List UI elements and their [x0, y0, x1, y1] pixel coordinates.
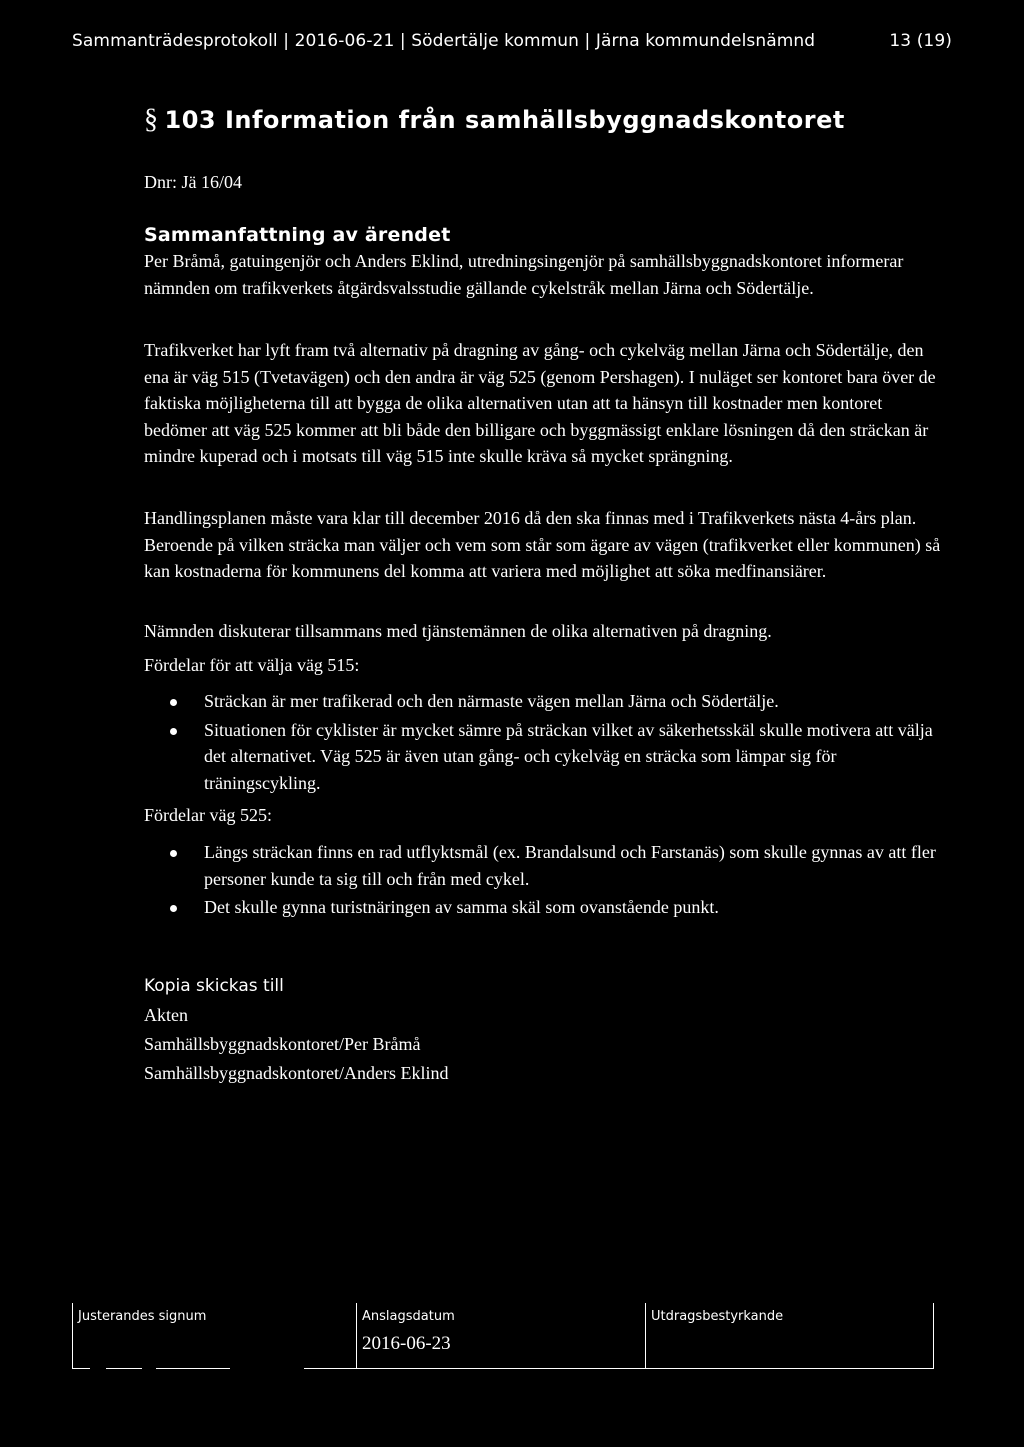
section-symbol: § [144, 104, 159, 135]
header-document-info: Sammanträdesprotokoll | 2016-06-21 | Södertälje kommun | Järna kommundelsnämnd [72, 31, 816, 51]
copy-label: Kopia skickas till [144, 976, 284, 996]
section-title [144, 104, 845, 136]
posting-date-value: 2016-06-23 [362, 1333, 451, 1354]
list-item: Situationen för cyklister är mycket sämre på sträckan vilket av säkerhetsskäl skulle motivera att välja det alternativet. Väg 525 är även utan gång- och cykelväg en sträcka som lämpar sig för träningscykling. [144, 717, 944, 797]
copy-recipients [144, 972, 448, 1088]
section-title-text: 103 Information från samhällsbyggnadskontoret [164, 106, 845, 134]
bullet-icon [170, 699, 177, 706]
certification-label: Utdragsbestyrkande [651, 1309, 784, 1324]
signature-box[interactable] [72, 1303, 356, 1369]
paragraph-action-plan: Handlingsplanen måste vara klar till december 2016 då den ska finnas med i Trafikverkets nästa 4-års plan. Beroende på vilken sträcka man väljer och vem som står som ägare av vägen (trafikverket eller kommunen) så kan kostnaderna för kommunens del komma att variera med möjlighet att söka medfinansiärer. [144, 508, 941, 581]
bullet-icon [170, 850, 177, 857]
paragraph-alternatives: Trafikverket har lyft fram två alternativ på dragning av gång- och cykelväg mellan Järna och Södertälje, den ena är väg 515 (Tvetavägen) och den andra är väg 525 (genom Pershagen). I nuläget ser kontoret bara över de faktiska möjligheterna till att bygga de olika alternativen utan att ta hänsyn till kostnader men kontoret bedömer att väg 525 kommer att bli både den billigare och byggmässigt enklare lösningen då den sträckan är mindre kuperad och i motsats till väg 515 inte skulle kräva så mycket sprängning. [144, 340, 936, 466]
posting-date-box [356, 1303, 645, 1369]
certification-box[interactable] [645, 1303, 933, 1369]
posting-date-label: Anslagsdatum [362, 1309, 455, 1324]
list-item: Det skulle gynna turistnäringen av samma skäl som ovanstående punkt. [144, 894, 944, 921]
bullet-icon [170, 905, 177, 912]
summary-heading: Sammanfattning av ärendet [144, 224, 451, 246]
advantages-515-list [144, 688, 944, 798]
recipient-item: Samhällsbyggnadskontoret/Per Bråmå [144, 1034, 421, 1054]
list-item: Längs sträckan finns en rad utflyktsmål (ex. Brandalsund och Farstanäs) som skulle gynnas av att fler personer kunde ta sig till och från med cykel. [144, 839, 944, 892]
paragraph-intro: Per Bråmå, gatuingenjör och Anders Eklind, utredningsingenjör på samhällsbyggnadskontoret informerar nämnden om trafikverkets åtgärdsvalsstudie gällande cykelstråk mellan Järna och Södertälje. [144, 251, 904, 298]
footer-divider [933, 1303, 934, 1369]
recipient-item: Akten [144, 1005, 188, 1025]
advantages-515-label: Fördelar för att välja väg 515: [144, 655, 360, 675]
recipient-item: Samhällsbyggnadskontoret/Anders Eklind [144, 1063, 449, 1083]
paragraph-discussion: Nämnden diskuterar tillsammans med tjänstemännen de olika alternativen på dragning. [144, 621, 772, 641]
bullet-icon [170, 728, 177, 735]
signature-label: Justerandes signum [78, 1309, 207, 1324]
advantages-525-label: Fördelar väg 525: [144, 805, 272, 825]
signature-footer [72, 1303, 934, 1369]
case-number: Dnr: Jä 16/04 [144, 172, 242, 192]
page-number: 13 (19) [889, 31, 952, 51]
page-header [72, 31, 952, 51]
list-item: Sträckan är mer trafikerad och den närmaste vägen mellan Järna och Södertälje. [144, 688, 944, 715]
advantages-525-list [144, 839, 944, 923]
